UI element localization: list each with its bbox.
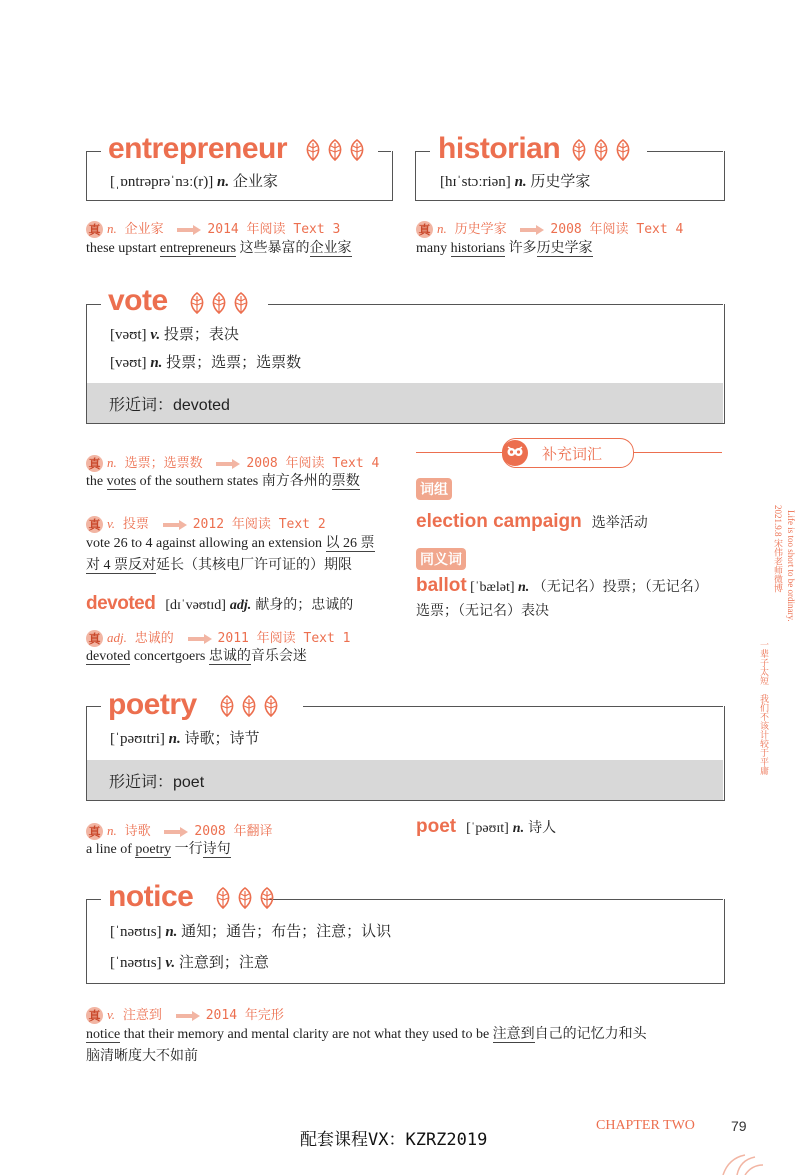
similar-word-bar-vote: 形近词：devoted <box>87 383 723 423</box>
headword-entrepreneur: entrepreneur <box>108 132 288 165</box>
decorative-leaf-icon <box>715 1145 765 1175</box>
example-sentence-entrepreneur: these upstart entrepreneurs 这些暴富的企业家 <box>86 241 352 256</box>
example-sentence-notice: notice that their memory and mental clarity are not what they used to be 注意到自己的记忆力和头 脑清晰度大不如前 <box>86 1027 647 1064</box>
headword-notice: notice <box>108 880 194 913</box>
headword-poetry: poetry <box>108 688 197 721</box>
star-leaves-icon <box>217 695 281 717</box>
zhen-badge-icon: 真 <box>86 630 103 647</box>
similar-word-bar-poetry: 形近词：poet <box>87 760 723 800</box>
phrase-election-campaign: election campaign 选举活动 <box>416 511 648 532</box>
zhen-badge-icon: 真 <box>86 455 103 472</box>
side-quote-en: Life is too short to be ordinary. <box>786 510 796 622</box>
star-leaves-icon <box>303 139 367 161</box>
phonetic-notice-n: [ˈnəʊtɪs] n. 通知；通告；布告；注意；认识 <box>110 924 392 940</box>
arrow-icon <box>188 634 212 644</box>
exam-source-vote-n: 真 n. 选票；选票数 2008 年阅读 Text 4 <box>86 452 379 472</box>
arrow-icon <box>177 225 201 235</box>
headword-vote: vote <box>108 284 168 317</box>
zhen-badge-icon: 真 <box>416 221 433 238</box>
footer-chapter: CHAPTER TWO <box>596 1118 695 1133</box>
headword-historian: historian <box>438 132 561 165</box>
tag-synonym: 同义词 <box>416 548 466 570</box>
exam-source-poetry: 真 n. 诗歌 2008 年翻译 <box>86 820 273 840</box>
zhen-badge-icon: 真 <box>86 823 103 840</box>
side-quote-weibo: 2021.9.8 宋伟老师微博 <box>773 505 783 593</box>
zhen-badge-icon: 真 <box>86 516 103 533</box>
side-quote-cn: 一辈子太短 我们不该计较于平庸 <box>759 640 769 775</box>
exam-source-entrepreneur: 真 n. 企业家 2014 年阅读 Text 3 <box>86 218 340 238</box>
example-sentence-vote-v: vote 26 to 4 against allowing an extension 以 26 票 对 4 票反对延长（其核电厂许可证的）期限 <box>86 536 375 573</box>
phonetic-entrepreneur: [ˌɒntrəprəˈnɜː(r)] n. 企业家 <box>110 174 278 190</box>
footer-watermark: 配套课程VX：KZRZ2019 <box>300 1130 488 1150</box>
phonetic-vote-v: [vəʊt] v. 投票；表决 <box>110 327 239 343</box>
example-sentence-devoted: devoted concertgoers 忠诚的音乐会迷 <box>86 649 307 664</box>
tag-phrase: 词组 <box>416 478 452 500</box>
arrow-icon <box>216 459 240 469</box>
exam-source-notice: 真 v. 注意到 2014 年完形 <box>86 1004 284 1024</box>
exam-source-historian: 真 n. 历史学家 2008 年阅读 Text 4 <box>416 218 683 238</box>
star-leaves-icon <box>187 292 251 314</box>
subentry-poet: poet [ˈpəʊɪt] n. 诗人 <box>416 816 557 837</box>
arrow-icon <box>164 827 188 837</box>
arrow-icon <box>176 1011 200 1021</box>
phonetic-vote-n: [vəʊt] n. 投票；选票；选票数 <box>110 355 302 371</box>
page-number: 79 <box>731 1118 747 1134</box>
star-leaves-icon <box>213 887 277 909</box>
arrow-icon <box>163 520 187 530</box>
example-sentence-poetry: a line of poetry 一行诗句 <box>86 842 231 857</box>
exam-source-devoted: 真 adj. 忠诚的 2011 年阅读 Text 1 <box>86 627 350 647</box>
example-sentence-vote-n: the votes of the southern states 南方各州的票数 <box>86 474 360 489</box>
zhen-badge-icon: 真 <box>86 1007 103 1024</box>
subentry-devoted: devoted [dɪˈvəʊtɪd] adj. 献身的；忠诚的 <box>86 593 354 614</box>
example-sentence-historian: many historians 许多历史学家 <box>416 241 593 256</box>
phonetic-poetry: [ˈpəʊɪtri] n. 诗歌；诗节 <box>110 731 260 747</box>
phonetic-historian: [hɪˈstɔːriən] n. 历史学家 <box>440 174 591 190</box>
phonetic-notice-v: [ˈnəʊtɪs] v. 注意到；注意 <box>110 955 269 971</box>
arrow-icon <box>520 225 544 235</box>
owl-icon <box>502 440 528 466</box>
synonym-ballot: ballot [ˈbælət] n. （无记名）投票；（无记名） 选票；（无记名）表决 <box>416 575 708 619</box>
zhen-badge-icon: 真 <box>86 221 103 238</box>
exam-source-vote-v: 真 v. 投票 2012 年阅读 Text 2 <box>86 513 326 533</box>
star-leaves-icon <box>569 139 633 161</box>
supplement-header: 补充词汇 <box>502 438 634 468</box>
